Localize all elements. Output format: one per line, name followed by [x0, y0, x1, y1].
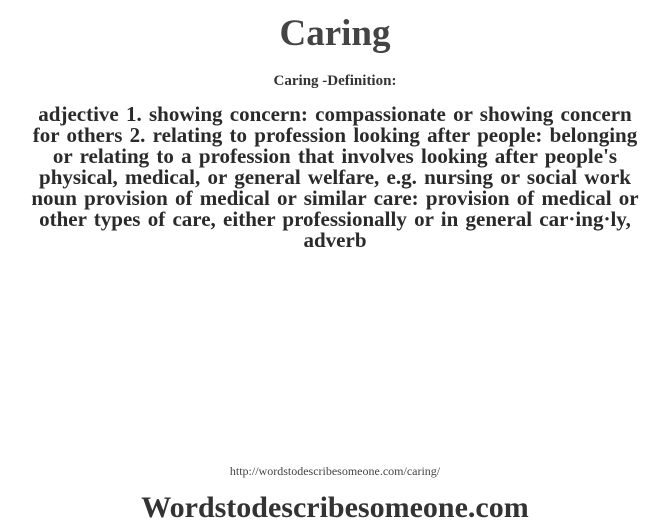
page-title: Caring: [279, 13, 391, 54]
site-brand: Wordstodescribesomeone.com: [141, 491, 529, 524]
definition-heading: Caring -Definition:: [273, 73, 397, 89]
definition-text: adjective 1. showing concern: compassionate or showing concern for others 2. relating to profession looking after people: belonging or relating to a profession that involves looking after people's physical, medical, or general welfare, e.g. nursing or social work noun provision of medical or similar care: provision of medical or other types of care, either professionally or in general car·ing·ly, adverb: [31, 102, 639, 252]
source-url: http://wordstodescribesomeone.com/caring/: [229, 464, 441, 478]
